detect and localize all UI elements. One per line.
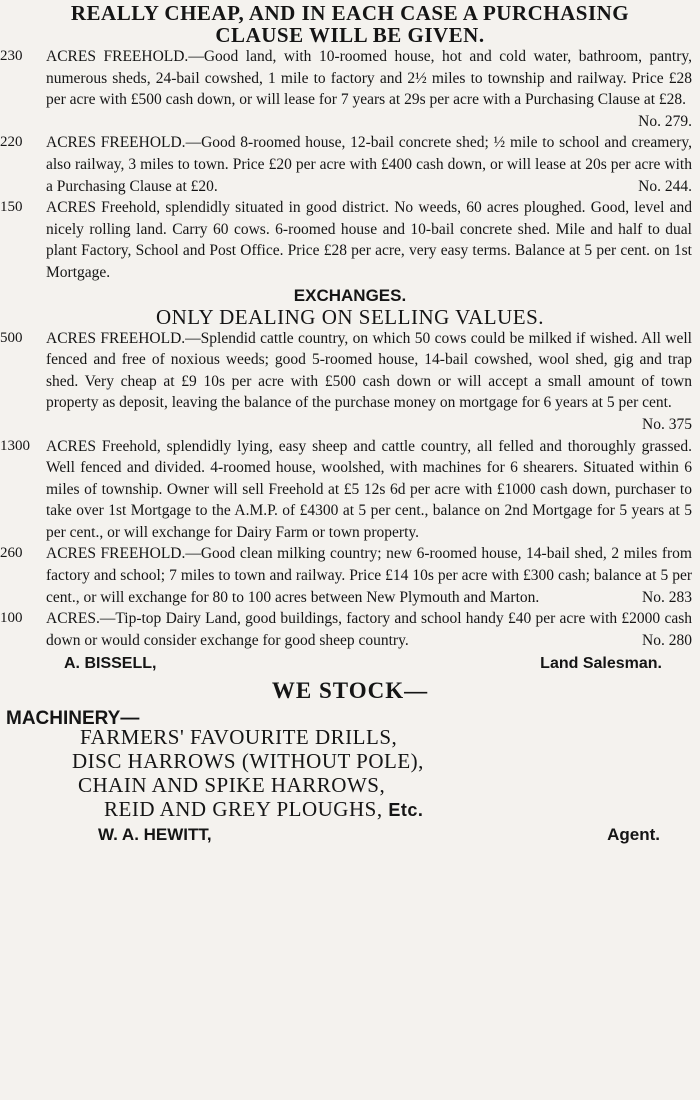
listing-ref: No. 279. (638, 112, 692, 130)
listing-item (0, 132, 692, 197)
stock-item (0, 797, 700, 822)
stock-list (0, 707, 700, 822)
listing-item (0, 46, 692, 132)
listing-text: Freehold, splendidly situated in good district. No weeds, 60 acres ploughed. Good, level and nicely rolling land. Carry 60 cows. 6-roomed house and 10-bail concrete shed. Mile and half to dual plant Factory, School and Post Office. Price £28 per acre, very easy terms. Balance at 5 per cent. on 1st Mortgage. (46, 199, 692, 281)
agent-title: Agent. (607, 825, 660, 845)
listing-item (0, 328, 692, 436)
agent-signature (0, 822, 700, 846)
listing-acres: 220 (0, 134, 23, 151)
listing-text: —Good clean milking country; new 6-roomed house, 14-bail shed, 2 miles from factory and school; 7 miles to town and railway. Price £14 10s per acre with £300 cash; balance at 5 per cent., or will exchange for 80 to 100 acres between New Plymouth and Marton. (46, 545, 692, 606)
stock-item: DISC HARROWS (WITHOUT POLE), (72, 749, 424, 774)
listing-lead: ACRES. (46, 610, 100, 628)
exchanges-heading: EXCHANGES. (293, 285, 407, 305)
listing-text: —Splendid cattle country, on which 50 cows could be milked if wished. All well fenced and free of noxious weeds; good 5-roomed house, 14-bail cowshed, wool shed, gig and trap shed. Very cheap at £9 10s per acre with £500 cash down or will accept a small amount of town property as deposit, leaving the balance of the purchase money on mortgage for 6 years at 5 per cent. (46, 329, 692, 412)
listing-acres: 500 (0, 329, 23, 346)
stock-item: CHAIN AND SPIKE HARROWS, (78, 773, 386, 798)
salesman-name: A. BISSELL, (64, 655, 157, 673)
listing-ref: No. 375 (642, 415, 692, 433)
listing-text: Freehold, splendidly lying, easy sheep and cattle country, all felled and thoroughly grassed. Well fenced and divided. 4-roomed house, woolshed, with machines for 6 shearers. Situated within 6 miles of township. Owner will sell Freehold at £5 12s 6d per acre with £1000 cash down, purchaser to take over 1st Mortgage to the A.M.P. of £4300 at 5 per cent., balance on 2nd Mortgage for 5 years at 5 per cent., or will exchange for Dairy Farm or town property. (46, 437, 692, 541)
salesman-title: Land Salesman. (540, 655, 662, 673)
agent-name: W. A. HEWITT, (98, 825, 212, 845)
listing-text: —Good 8-roomed house, 12-bail concrete shed; ½ mile to school and creamery, also railway, 3 miles to town. Price £20 per acre with £400 cash down, or will lease at 20s per acre with a Purchasing Clause at £20. (46, 134, 692, 195)
listing-item (0, 436, 692, 544)
listing-acres: 1300 (0, 437, 30, 454)
listing-lead: ACRES FREEHOLD. (46, 329, 186, 347)
listing-item (0, 543, 692, 608)
salesman-signature (0, 651, 700, 673)
listing-lead: ACRES FREEHOLD. (46, 134, 186, 152)
stock-category: MACHINERY— (6, 708, 140, 730)
stock-etc: Etc. (388, 800, 424, 821)
headline-line-1: REALLY CHEAP, AND IN EACH CASE A PURCHASING (70, 1, 630, 25)
listing-lead: ACRES (46, 199, 96, 217)
listing-item (0, 608, 692, 651)
listings-section-a (0, 46, 700, 284)
listing-ref: No. 283 (642, 588, 692, 606)
stock-item: FARMERS' FAVOURITE DRILLS, (80, 725, 398, 750)
listings-section-b (0, 328, 700, 652)
listing-acres: 260 (0, 545, 23, 562)
listing-ref: No. 244. (638, 177, 692, 195)
stock-item-text: REID AND GREY PLOUGHS, (104, 797, 383, 822)
listing-ref: No. 280 (642, 631, 692, 649)
listing-lead: ACRES FREEHOLD. (46, 545, 186, 563)
listing-lead: ACRES FREEHOLD. (46, 48, 189, 65)
listing-text: —Good land, with 10-roomed house, hot and cold water, bathroom, pantry, numerous sheds, 24-bail cowshed, 1 mile to factory and 2½ miles to township and railway. Price £28 per acre with £500 cash down, or will lease for 7 years at 29s per acre with a Purchasing Clause at £28. (46, 48, 692, 109)
exchanges-subheading: ONLY DEALING ON SELLING VALUES. (155, 304, 545, 329)
listing-text: —Tip-top Dairy Land, good buildings, factory and school handy £40 per acre with £2000 cash down or would consider exchange for good sheep country. (46, 610, 692, 649)
listing-acres: 230 (0, 48, 23, 64)
listing-item (0, 197, 692, 283)
listing-acres: 100 (0, 610, 23, 627)
listing-acres: 150 (0, 199, 23, 216)
listing-lead: ACRES (46, 437, 96, 455)
we-stock-heading: WE STOCK— (271, 678, 429, 704)
headline-line-2: CLAUSE WILL BE GIVEN. (215, 23, 485, 47)
